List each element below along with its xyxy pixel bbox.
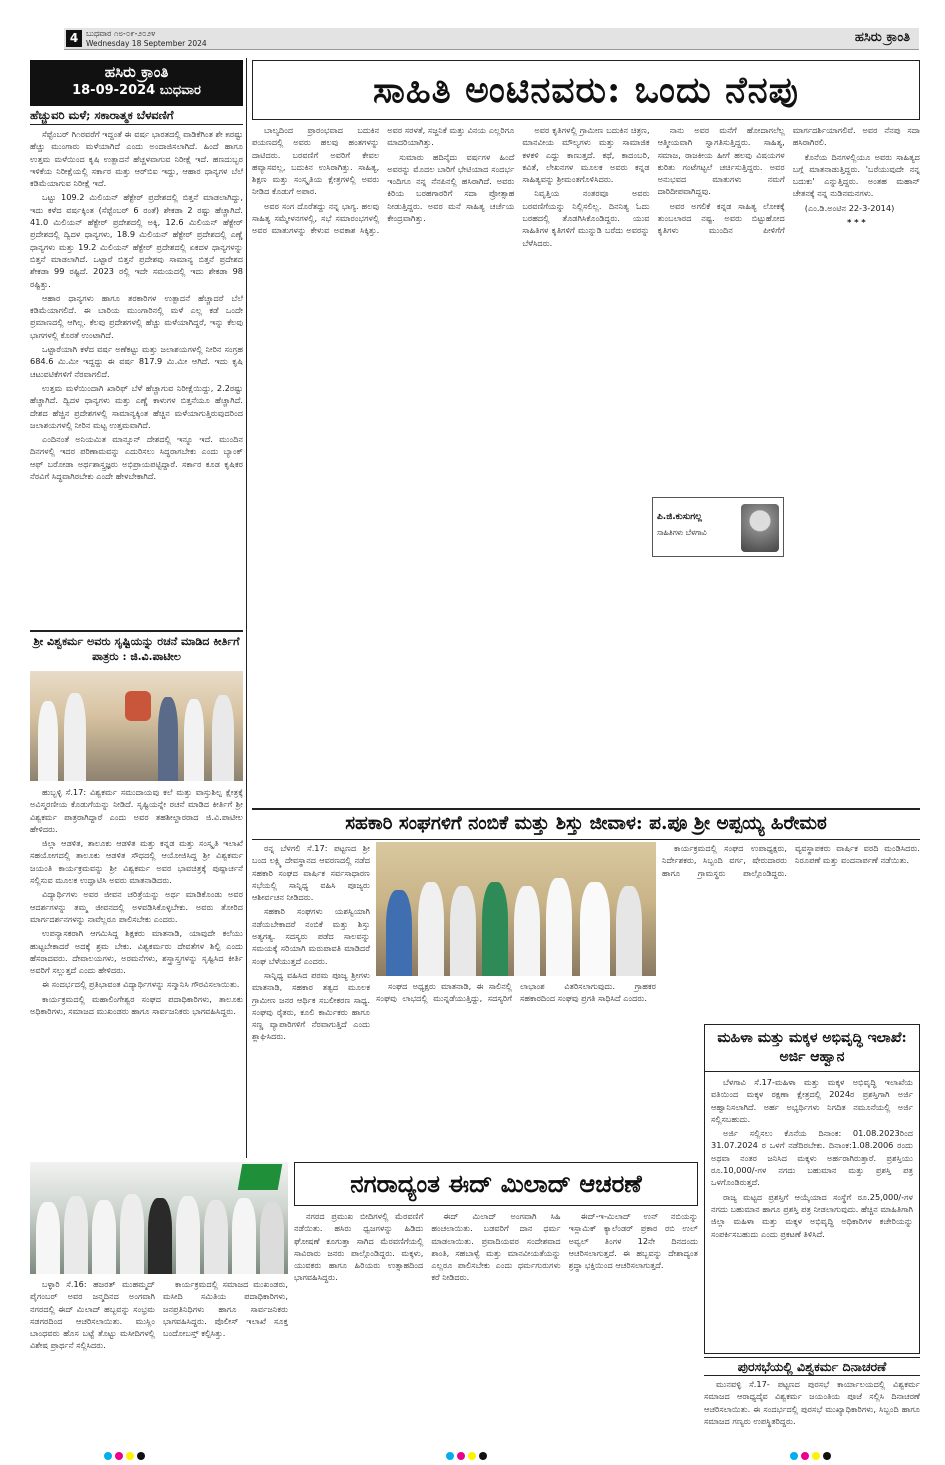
header-date-kannada: ಬುಧವಾರ ೧೮-೦೯-೨೦೨೪ (86, 29, 156, 38)
eid-body-b (294, 1210, 698, 1446)
author-role: ಸಾಹಿತಿಗಳು ಬೆಳಗಾವಿ (657, 528, 707, 537)
reg-dot-magenta (801, 1452, 809, 1460)
mahila-box (704, 1024, 920, 1354)
vishwakarma-paragraph: ಕಾರ್ಯಕ್ರಮದಲ್ಲಿ ಮಹಾಲಿಂಗೇಶ್ವರ ಸಂಘದ ಪದಾಧಿಕಾರಿಗಳು, ತಾಲೂಕು ಅಧಿಕಾರಿಗಳು, ಸಮಾಜದ ಮುಖಂಡರು ಹಾಗೂ ಸಾರ್ವಜನಿಕರು ಭಾಗವಹಿಸಿದ್ದರು. (30, 993, 243, 1017)
sahiti-headline: ಸಾಹಿತಿ ಅಂಟಿನವರು: ಒಂದು ನೆನಪು (373, 69, 799, 111)
editorial-headline: ಹೆಚ್ಚುವರಿ ಮಳೆ; ಸಕಾರಾತ್ಮಕ ಬೆಳವಣಿಗೆ (30, 108, 243, 125)
vishwakarma-paragraph: ಉಪನ್ಯಾಸಕರಾಗಿ ಆಗಮಿಸಿದ್ದ ಶಿಕ್ಷಕರು ಮಾತನಾಡಿ, ಯಾವುದೇ ಕಲೆಯು ಹುಟ್ಟಬೇಕಾದರೆ ಅದಕ್ಕೆ ಶ್ರಮ ಬೇಕು. ವಿಶ್ವಕರ್ಮರು ದೇವತೆಗಳ ಶಿಲ್ಪಿ ಎಂದು ಹೆಸರಾದವರು. ದೇವಾಲಯಗಳು, ಅರಮನೆಗಳು, ಶಸ್ತ್ರಾಸ್ತ್ರಗಳನ್ನು ಸೃಷ್ಟಿಸಿದ ಕೀರ್ತಿ ಅವರಿಗೆ ಸಲ್ಲುತ್ತದೆ ಎಂದು ಹೇಳಿದರು. (30, 928, 243, 976)
sahakari-paragraph: ಕಾರ್ಯಕ್ರಮದಲ್ಲಿ ಸಂಘದ ಉಪಾಧ್ಯಕ್ಷರು, ನಿರ್ದೇಶಕರು, ಸಿಬ್ಬಂದಿ ವರ್ಗ, ಷೇರುದಾರರು ಹಾಗೂ ಗ್ರಾಮಸ್ಥರು ಪಾಲ್ಗೊಂಡಿದ್ದರು. ವ್ಯವಸ್ಥಾಪಕರು ವಾರ್ಷಿಕ ವರದಿ ಮಂಡಿಸಿದರು. ನಿರೂಪಣೆ ಮತ್ತು ವಂದನಾರ್ಪಣೆ ನಡೆಯಿತು. (662, 843, 920, 878)
header-brand: ಹಸಿರು ಕ್ರಾಂತಿ (854, 30, 910, 45)
eid-paragraph: ಈದ್ ಮಿಲಾದ್ ಅಂಗವಾಗಿ ಸಿಹಿ ಹಂಚಲಾಯಿತು. ಬಡವರಿಗೆ ದಾನ ಧರ್ಮ ಮಾಡಲಾಯಿತು. ಪ್ರವಾದಿಯವರ ಸಂದೇಶವಾದ ಶಾಂತಿ, ಸಹಬಾಳ್ವೆ ಮತ್ತು ಮಾನವೀಯತೆಯನ್ನು ಎಲ್ಲರೂ ಪಾಲಿಸಬೇಕು ಎಂದು ಧರ್ಮಗುರುಗಳು ಕರೆ ನೀಡಿದರು. (431, 1211, 561, 1283)
author-photo (741, 504, 779, 552)
sahiti-paragraph: ಬಾಲ್ಯದಿಂದ ಪ್ರಾರಂಭವಾದ ಬದುಕಿನ ಪಯಣದಲ್ಲಿ ಅವರು ಹಲವು ಹಂತಗಳನ್ನು ದಾಟಿದರು. ಬರವಣಿಗೆ ಅವರಿಗೆ ಕೇವಲ ಹವ್ಯಾಸವಲ್ಲ, ಬದುಕಿನ ಉಸಿರಾಗಿತ್ತು. ಸಾಹಿತ್ಯ, ಶಿಕ್ಷಣ ಮತ್ತು ಸಂಸ್ಕೃತಿಯ ಕ್ಷೇತ್ರಗಳಲ್ಲಿ ಅವರು ನೀಡಿದ ಕೊಡುಗೆ ಅಪಾರ. (252, 125, 380, 197)
reg-dot-yellow (468, 1452, 476, 1460)
eid-paragraph: ನಗರದ ಪ್ರಮುಖ ಬೀದಿಗಳಲ್ಲಿ ಮೆರವಣಿಗೆ ನಡೆಯಿತು. ಹಸಿರು ಧ್ವಜಗಳನ್ನು ಹಿಡಿದು ಘೋಷಣೆ ಕೂಗುತ್ತಾ ಸಾಗಿದ ಮೆರವಣಿಗೆಯಲ್ಲಿ ಸಾವಿರಾರು ಜನರು ಪಾಲ್ಗೊಂಡಿದ್ದರು. ಮಕ್ಕಳು, ಯುವಕರು ಹಾಗೂ ಹಿರಿಯರು ಉತ್ಸಾಹದಿಂದ ಭಾಗವಹಿಸಿದ್ದರು. (294, 1211, 424, 1283)
sahiti-paragraph: (ಎಂ.ಡಿ.ಅಂಟಿನ 22-3-2014) (804, 202, 895, 213)
divider (30, 630, 243, 632)
reg-dot-magenta (457, 1452, 465, 1460)
reg-dot-yellow (126, 1452, 134, 1460)
mahila-paragraph: ಬೆಳಗಾವಿ ಸೆ.17-ಮಹಿಳಾ ಮತ್ತು ಮಕ್ಕಳ ಅಭಿವೃದ್ಧಿ ಇಲಾಖೆಯ ವತಿಯಿಂದ ಮಕ್ಕಳ ರಕ್ಷಣಾ ಕ್ಷೇತ್ರದಲ್ಲಿ 2024ರ ಪ್ರಶಸ್ತಿಗಾಗಿ ಅರ್ಜಿ ಆಹ್ವಾನಿಸಲಾಗಿದೆ. ಅರ್ಹ ಅಭ್ಯರ್ಥಿಗಳು ನಿಗದಿತ ನಮೂನೆಯಲ್ಲಿ ಅರ್ಜಿ ಸಲ್ಲಿಸಬಹುದು. (711, 1077, 913, 1124)
sahakari-paragraph: ಸಹಕಾರಿ ಸಂಘಗಳು ಯಶಸ್ವಿಯಾಗಿ ನಡೆಯಬೇಕಾದರೆ ನಂಬಿಕೆ ಮತ್ತು ಶಿಸ್ತು ಅತ್ಯಗತ್ಯ. ಸದಸ್ಯರು ಪಡೆದ ಸಾಲವನ್ನು ಸಮಯಕ್ಕೆ ಸರಿಯಾಗಿ ಮರುಪಾವತಿ ಮಾಡಿದರೆ ಸಂಘ ಬೆಳೆಯುತ್ತದೆ ಎಂದರು. (252, 906, 370, 966)
eid-paragraph: ಕಾರ್ಯಕ್ರಮದಲ್ಲಿ ಸಮಾಜದ ಮುಖಂಡರು, ಮಸೀದಿ ಸಮಿತಿಯ ಪದಾಧಿಕಾರಿಗಳು, ಜನಪ್ರತಿನಿಧಿಗಳು ಹಾಗೂ ಸಾರ್ವಜನಿಕರು ಭಾಗವಹಿಸಿದ್ದರು. ಪೊಲೀಸ್ ಇಲಾಖೆ ಸೂಕ್ತ ಬಂದೋಬಸ್ತ್ ಕಲ್ಪಿಸಿತ್ತು. (163, 1279, 288, 1339)
reg-dot-cyan (446, 1452, 454, 1460)
reg-dot-yellow (812, 1452, 820, 1460)
reg-dot-cyan (104, 1452, 112, 1460)
vishwakarma-body (30, 786, 243, 1151)
header-date-english: Wednesday 18 September 2024 (86, 39, 207, 48)
reg-dot-magenta (115, 1452, 123, 1460)
reg-dot-black (137, 1452, 145, 1460)
page-number: 4 (66, 30, 82, 47)
eid-photo (30, 1162, 288, 1274)
sahiti-paragraph: ನಾನು ಅವರ ಮನೆಗೆ ಹೋದಾಗಲೆಲ್ಲ ಆತ್ಮೀಯವಾಗಿ ಸ್ವಾಗತಿಸುತ್ತಿದ್ದರು. ಸಾಹಿತ್ಯ, ಸಮಾಜ, ರಾಜಕೀಯ ಹೀಗೆ ಹಲವು ವಿಷಯಗಳ ಕುರಿತು ಗಂಟೆಗಟ್ಟಲೆ ಚರ್ಚಿಸುತ್ತಿದ್ದರು. ಅವರ ಅನುಭವದ ಮಾತುಗಳು ನಮಗೆ ದಾರಿದೀಪವಾಗಿದ್ದವು. (657, 125, 785, 197)
editorial-paragraph: ಉತ್ತಮ ಮಳೆಯಿಂದಾಗಿ ಖಾರಿಫ್ ಬೆಳೆ ಹೆಚ್ಚಾಗುವ ನಿರೀಕ್ಷೆಯಿದ್ದು, 2.2ರಷ್ಟು ಹೆಚ್ಚಾಗಿದೆ. ದ್ವಿದಳ ಧಾನ್ಯಗಳು ಮತ್ತು ಎಣ್ಣೆ ಕಾಳುಗಳ ಬಿತ್ತನೆಯೂ ಹೆಚ್ಚಾಗಿದೆ. ದೇಶದ ಹೆಚ್ಚಿನ ಪ್ರದೇಶಗಳಲ್ಲಿ ಸಾಮಾನ್ಯಕ್ಕಿಂತ ಹೆಚ್ಚಿನ ಮಳೆಯಾಗುತ್ತಿರುವುದರಿಂದ ಜಲಾಶಯಗಳಲ್ಲಿ ನೀರಿನ ಮಟ್ಟ ಉತ್ತಮವಾಗಿದೆ. (30, 382, 243, 430)
vishwakarma-headline: ಶ್ರೀ ವಿಶ್ವಕರ್ಮ ಅವರು ಸೃಷ್ಟಿಯನ್ನು ರಚನೆ ಮಾಡಿದ ಕೀರ್ತಿಗೆ ಪಾತ್ರರು : ಜಿ.ವಿ.ಪಾಟೀಲ (33, 635, 240, 663)
vishwakarma-paragraph: ಜಿಲ್ಲಾ ಆಡಳಿತ, ತಾಲೂಕು ಆಡಳಿತ ಮತ್ತು ಕನ್ನಡ ಮತ್ತು ಸಂಸ್ಕೃತಿ ಇಲಾಖೆ ಸಹಯೋಗದಲ್ಲಿ ತಾಲೂಕು ಆಡಳಿತ ಸೌಧದಲ್ಲಿ ಆಯೋಜಿಸಿದ್ದ ಶ್ರೀ ವಿಶ್ವಕರ್ಮ ಜಯಂತಿ ಕಾರ್ಯಕ್ರಮವನ್ನು ಶ್ರೀ ವಿಶ್ವಕರ್ಮ ಅವರ ಭಾವಚಿತ್ರಕ್ಕೆ ಪುಷ್ಪಾರ್ಚನೆ ಸಲ್ಲಿಸುವ ಮೂಲಕ ಉದ್ಘಾಟಿಸಿ ಅವರು ಮಾತನಾಡಿದರು. (30, 838, 243, 886)
sahiti-headline-box (252, 60, 920, 120)
sahiti-paragraph: ಅವರ ಅಗಲಿಕೆ ಕನ್ನಡ ಸಾಹಿತ್ಯ ಲೋಕಕ್ಕೆ ತುಂಬಲಾರದ ನಷ್ಟ. ಅವರು ಬಿಟ್ಟುಹೋದ ಕೃತಿಗಳು ಮುಂದಿನ ಪೀಳಿಗೆಗೆ ಮಾರ್ಗದರ್ಶಿಯಾಗಲಿವೆ. ಅವರ ನೆನಪು ಸದಾ ಹಸಿರಾಗಿರಲಿ. (657, 125, 920, 236)
purasabhe-paragraph: ಮುನವಳ್ಳಿ ಸೆ.17- ಪಟ್ಟಣದ ಪುರಸಭೆ ಕಾರ್ಯಾಲಯದಲ್ಲಿ ವಿಶ್ವಕರ್ಮ ಸಮಾಜದ ಆರಾಧ್ಯದೈವ ವಿಶ್ವಕರ್ಮ ಜಯಂತಿಯ ಪೂಜೆ ಸಲ್ಲಿಸಿ ದಿನಾಚರಣೆ ಆಚರಿಸಲಾಯಿತು. ಈ ಸಂದರ್ಭದಲ್ಲಿ ಪುರಸಭೆ ಮುಖ್ಯಾಧಿಕಾರಿಗಳು, ಸಿಬ್ಬಂದಿ ಹಾಗೂ ಸಮಾಜದ ಗಣ್ಯರು ಉಪಸ್ಥಿತರಿದ್ದರು. (704, 1379, 920, 1426)
sahakari-body-b (376, 980, 656, 1145)
sahakari-body-c (662, 842, 920, 1022)
vishwakarma-paragraph: ಈ ಸಂದರ್ಭದಲ್ಲಿ ಪ್ರತಿಭಾವಂತ ವಿದ್ಯಾರ್ಥಿಗಳನ್ನು ಸನ್ಮಾನಿಸಿ ಗೌರವಿಸಲಾಯಿತು. (42, 979, 240, 990)
sahiti-end-mark: * * * (847, 217, 866, 228)
sahakari-paragraph: ಸಂಘದ ಅಧ್ಯಕ್ಷರು ಮಾತನಾಡಿ, ಈ ಸಾಲಿನಲ್ಲಿ ಸಂಘವು ಲಾಭದಲ್ಲಿ ಮುನ್ನಡೆಯುತ್ತಿದ್ದು, ಸದಸ್ಯರಿಗೆ ಲಾಭಾಂಶ ವಿತರಿಸಲಾಗುವುದು. ಗ್ರಾಹಕರ ಸಹಕಾರದಿಂದ ಸಂಘವು ಪ್ರಗತಿ ಸಾಧಿಸಿದೆ ಎಂದರು. (376, 981, 656, 1004)
column-divider (246, 58, 247, 1158)
sahiti-paragraph: ಅವರ ಸಂಗ ದೊರೆತದ್ದು ನನ್ನ ಭಾಗ್ಯ. ಹಲವು ಸಾಹಿತ್ಯ ಸಮ್ಮೇಳನಗಳಲ್ಲಿ, ಸಭೆ ಸಮಾರಂಭಗಳಲ್ಲಿ ಅವರ ಮಾತುಗಳನ್ನು ಕೇಳುವ ಅವಕಾಶ ಸಿಕ್ಕಿತ್ತು. ಅವರ ಸರಳತೆ, ಸಜ್ಜನಿಕೆ ಮತ್ತು ವಿನಯ ಎಲ್ಲರಿಗೂ ಮಾದರಿಯಾಗಿತ್ತು. (252, 125, 515, 236)
vishwakarma-photo (30, 671, 243, 781)
mahila-headline: ಮಹಿಳಾ ಮತ್ತು ಮಕ್ಕಳ ಅಭಿವೃದ್ಧಿ ಇಲಾಖೆ: ಅರ್ಜಿ ಆಹ್ವಾನ (705, 1025, 919, 1072)
mahila-paragraph: ರಾಜ್ಯ ಮಟ್ಟದ ಪ್ರಶಸ್ತಿಗೆ ಆಯ್ಕೆಯಾದ ಸಂಸ್ಥೆಗೆ ರೂ.25,000/-ಗಳ ನಗದು ಬಹುಮಾನ ಹಾಗೂ ಪ್ರಶಸ್ತಿ ಪತ್ರ ನೀಡಲಾಗುವುದು. ಹೆಚ್ಚಿನ ಮಾಹಿತಿಗಾಗಿ ಜಿಲ್ಲಾ ಮಹಿಳಾ ಮತ್ತು ಮಕ್ಕಳ ಅಭಿವೃದ್ಧಿ ಅಧಿಕಾರಿಗಳ ಕಚೇರಿಯನ್ನು ಸಂಪರ್ಕಿಸಬಹುದು ಎಂದು ಪ್ರಕಟಣೆ ತಿಳಿಸಿದೆ. (711, 1191, 913, 1239)
masthead (30, 60, 243, 106)
mahila-body (705, 1072, 919, 1357)
eid-body-a (30, 1278, 288, 1446)
eid-paragraph: ಈದ್-ಇ-ಮಿಲಾದ್ ಉನ್ ನಬಿಯನ್ನು ಇಸ್ಲಾಮಿಕ್ ಕ್ಯಾಲೆಂಡರ್ ಪ್ರಕಾರ ರಬಿ ಉಲ್ ಅವ್ವಲ್ ತಿಂಗಳ 12ನೇ ದಿನದಂದು ಆಚರಿಸಲಾಗುತ್ತದೆ. ಈ ಹಬ್ಬವನ್ನು ದೇಶಾದ್ಯಂತ ಶ್ರದ್ಧಾ ಭಕ್ತಿಯಿಂದ ಆಚರಿಸಲಾಗುತ್ತದೆ. (568, 1211, 698, 1271)
divider (252, 808, 920, 810)
purasabhe-headline: ಪುರಸಭೆಯಲ್ಲಿ ವಿಶ್ವಕರ್ಮ ದಿನಾಚರಣೆ (704, 1357, 920, 1376)
sahiti-paragraph: ಕೊನೆಯ ದಿನಗಳಲ್ಲಿಯೂ ಅವರು ಸಾಹಿತ್ಯದ ಬಗ್ಗೆ ಮಾತನಾಡುತ್ತಿದ್ದರು. 'ಬರೆಯುವುದೇ ನನ್ನ ಬದುಕು' ಎನ್ನುತ್ತಿದ್ದರು. ಅಂತಹ ಮಹಾನ್ ಚೇತನಕ್ಕೆ ನನ್ನ ನುಡಿನಮನಗಳು. (792, 151, 920, 199)
mahila-paragraph: ಅರ್ಜಿ ಸಲ್ಲಿಸಲು ಕೊನೆಯ ದಿನಾಂಕ: 01.08.2023ರಿಂದ 31.07.2024 ರ ಒಳಗೆ ನಡೆದಿರಬೇಕು. ದಿನಾಂಕ:1.08.2006 ರಂದು ಅಥವಾ ನಂತರ ಜನಿಸಿದ ಮಕ್ಕಳು ಅರ್ಹರಾಗಿರುತ್ತಾರೆ. ಪ್ರಶಸ್ತಿಯು ರೂ.10,000/-ಗಳ ನಗದು ಬಹುಮಾನ ಮತ್ತು ಪ್ರಶಸ್ತಿ ಪತ್ರ ಒಳಗೊಂಡಿರುತ್ತದೆ. (711, 1128, 913, 1188)
vishwakarma-paragraph: ವಿದ್ಯಾರ್ಥಿಗಳು ಅವರ ಜೀವನ ಚರಿತ್ರೆಯನ್ನು ಅರ್ಥ ಮಾಡಿಕೊಂಡು ಅವರ ಆದರ್ಶಗಳನ್ನು ತಮ್ಮ ಜೀವನದಲ್ಲಿ ಅಳವಡಿಸಿಕೊಳ್ಳಬೇಕು. ಅವರು ತೋರಿದ ಮಾರ್ಗದರ್ಶನಗಳನ್ನು ನಾವೆಲ್ಲರೂ ಪಾಲಿಸಬೇಕು ಎಂದರು. (30, 889, 243, 924)
registration-marks-left (104, 1452, 145, 1460)
editorial-paragraph: ಎಂದಿನಂತೆ ಅನಿಯಮಿತ ಮಾನ್ಸೂನ್ ದೇಶದಲ್ಲಿ ಇನ್ನೂ ಇದೆ. ಮುಂದಿನ ದಿನಗಳಲ್ಲಿ ಇದರ ಪರಿಣಾಮವನ್ನು ಎದುರಿಸಲು ಸಿದ್ಧರಾಗಬೇಕು ಎಂದು ಬ್ಯಾಂಕ್ ಆಫ್ ಬರೋಡಾ ಅರ್ಥಶಾಸ್ತ್ರಜ್ಞರು ಅಭಿಪ್ರಾಯಪಟ್ಟಿದ್ದಾರೆ. ಸರ್ಕಾರ ಕೂಡ ಕೃಷಿಕರ ನೆರವಿಗೆ ಸಿದ್ಧವಾಗಿರಬೇಕು ಎಂದೇ ಹೇಳಬೇಕಾಗಿದೆ. (30, 434, 243, 482)
masthead-name: ಹಸಿರು ಕ್ರಾಂತಿ (104, 63, 169, 81)
author-name: ಪಿ.ಜಿ.ಕುಸುಗಲ್ಲ (657, 512, 702, 522)
sahiti-body (252, 124, 920, 804)
editorial-paragraph: ಸೆಪ್ಟೆಂಬರ್ ಗಿ೧ರವರೆಗೆ ಇದ್ದಂತೆ ಈ ವರ್ಷ ಭಾರತದಲ್ಲಿ ವಾಡಿಕೆಗಿಂತ ಶೇ ೫ರಷ್ಟು ಹೆಚ್ಚು ಮುಂಗಾರು ಮಳೆಯಾಗಿದೆ ಎಂದು ಅಂದಾಜಿಸಲಾಗಿದೆ. ಹಿಂದೆ ಹಾಗೂ ಉತ್ತಮ ಮಳೆಯಿಂದ ಕೃಷಿ ಉತ್ಪಾದನೆ ಹೆಚ್ಚಳವಾಗುವ ನಿರೀಕ್ಷೆ ಇದೆ. ಹಣದುಬ್ಬರ ಇಳಿಕೆಯ ನಿರೀಕ್ಷೆಯಲ್ಲಿ ಸರ್ಕಾರ ಮತ್ತು ಆರ್‌ಬಿಐ ಇದ್ದು, ಆಹಾರ ಧಾನ್ಯಗಳ ಬೆಲೆ ಕಡಿಮೆಯಾಗುವ ನಿರೀಕ್ಷೆ ಇದೆ. (30, 129, 243, 189)
sahakari-paragraph: ರನ್ನ ಬೆಳಗಲಿ ಸೆ.17: ಪಟ್ಟಣದ ಶ್ರೀ ಬಂದ ಲಕ್ಷ್ಮಿ ದೇವಸ್ಥಾನದ ಆವರಣದಲ್ಲಿ ನಡೆದ ಸಹಕಾರಿ ಸಂಘದ ವಾರ್ಷಿಕ ಸರ್ವಸಾಧಾರಣ ಸಭೆಯಲ್ಲಿ ಸಾನ್ನಿಧ್ಯ ವಹಿಸಿ ಪೂಜ್ಯರು ಆಶೀರ್ವಚನ ನೀಡಿದರು. (252, 843, 370, 903)
sahakari-paragraph: ಸಾನ್ನಿಧ್ಯ ವಹಿಸಿದ ಪರಮ ಪೂಜ್ಯ ಶ್ರೀಗಳು ಮಾತನಾಡಿ, ಸಹಕಾರ ತತ್ವದ ಮೂಲಕ ಗ್ರಾಮೀಣ ಜನರ ಆರ್ಥಿಕ ಸಬಲೀಕರಣ ಸಾಧ್ಯ. ಸಂಘವು ರೈತರು, ಕೂಲಿ ಕಾರ್ಮಿಕರು ಹಾಗೂ ಸಣ್ಣ ವ್ಯಾಪಾರಿಗಳಿಗೆ ನೆರವಾಗುತ್ತಿದೆ ಎಂದು ಶ್ಲಾಘಿಸಿದರು. (252, 969, 370, 1042)
sahakari-photo (376, 842, 656, 976)
sahiti-paragraph: ಸುಮಾರು ಹದಿನೈದು ವರ್ಷಗಳ ಹಿಂದೆ ಅವರನ್ನು ಮೊದಲ ಬಾರಿಗೆ ಭೇಟಿಯಾದ ಸಂದರ್ಭ ಇಂದಿಗೂ ನನ್ನ ನೆನಪಿನಲ್ಲಿ ಹಸಿರಾಗಿದೆ. ಅವರು ಕಿರಿಯ ಬರಹಗಾರರಿಗೆ ಸದಾ ಪ್ರೋತ್ಸಾಹ ನೀಡುತ್ತಿದ್ದರು. ಅವರ ಮನೆ ಸಾಹಿತ್ಯ ಚರ್ಚೆಯ ಕೇಂದ್ರವಾಗಿತ್ತು. (387, 151, 515, 224)
editorial-paragraph: ಒಟ್ಟು 109.2 ಮಿಲಿಯನ್ ಹೆಕ್ಟೇರ್ ಪ್ರದೇಶದಲ್ಲಿ ಬಿತ್ತನೆ ಮಾಡಲಾಗಿದ್ದು, ಇದು ಕಳೆದ ವರ್ಷಕ್ಕಿಂತ (ಸೆಪ್ಟೆಂಬರ್ 6 ರಂತೆ) ಶೇಕಡಾ 2 ರಷ್ಟು ಹೆಚ್ಚಾಗಿದೆ. 41.0 ಮಿಲಿಯನ್ ಹೆಕ್ಟೇರ್ ಪ್ರದೇಶದಲ್ಲಿ ಅಕ್ಕಿ, 12.6 ಮಿಲಿಯನ್ ಹೆಕ್ಟೇರ್ ಪ್ರದೇಶದಲ್ಲಿ ದ್ವಿದಳ ಧಾನ್ಯಗಳು, 18.9 ಮಿಲಿಯನ್ ಹೆಕ್ಟೇರ್ ಪ್ರದೇಶದಲ್ಲಿ ಎಣ್ಣೆ ಧಾನ್ಯಗಳು ಮತ್ತು 19.2 ಮಿಲಿಯನ್ ಹೆಕ್ಟೇರ್ ಪ್ರದೇಶದಲ್ಲಿ ಏಕದಳ ಧಾನ್ಯಗಳನ್ನು ಬಿತ್ತನೆ ಮಾಡಲಾಗಿದೆ. ಒಟ್ಟಾರೆ ಬಿತ್ತನೆ ಪ್ರದೇಶವು ಸಾಮಾನ್ಯ ಬಿತ್ತನೆ ಪ್ರದೇಶದ ಶೇಕಡಾ 99 ರಷ್ಟಿದೆ. 2023 ರಲ್ಲಿ ಇದೇ ಸಮಯದಲ್ಲಿ ಇದು ಶೇಕಡಾ 98 ರಷ್ಟಿತ್ತು. (30, 192, 243, 289)
purasabhe-body (704, 1378, 920, 1450)
sahakari-headline: ಸಹಕಾರಿ ಸಂಘಗಳಿಗೆ ನಂಬಿಕೆ ಮತ್ತು ಶಿಸ್ತು ಜೀವಾಳ: ಪ.ಪೂ ಶ್ರೀ ಅಪ್ಪಯ್ಯ ಹಿರೇಮಠ (252, 812, 920, 840)
registration-marks-right (790, 1452, 831, 1460)
reg-dot-black (823, 1452, 831, 1460)
sahiti-paragraph: ನಿವೃತ್ತಿಯ ನಂತರವೂ ಅವರು ಬರವಣಿಗೆಯನ್ನು ನಿಲ್ಲಿಸಲಿಲ್ಲ. ದಿನನಿತ್ಯ ಓದು ಬರಹದಲ್ಲಿ ತೊಡಗಿಸಿಕೊಂಡಿದ್ದರು. ಯುವ ಸಾಹಿತಿಗಳ ಕೃತಿಗಳಿಗೆ ಮುನ್ನುಡಿ ಬರೆದು ಅವರನ್ನು ಬೆಳೆಸಿದರು. (522, 188, 650, 248)
vishwakarma-paragraph: ಹುಬ್ಬಳ್ಳಿ ಸೆ.17: ವಿಶ್ವಕರ್ಮ ಸಮುದಾಯವು ಕಲೆ ಮತ್ತು ವಾಸ್ತುಶಿಲ್ಪ ಕ್ಷೇತ್ರಕ್ಕೆ ಅವಿಸ್ಮರಣೀಯ ಕೊಡುಗೆಯನ್ನು ನೀಡಿದೆ. ಸೃಷ್ಟಿಯನ್ನೇ ರಚನೆ ಮಾಡಿದ ಕೀರ್ತಿಗೆ ಶ್ರೀ ವಿಶ್ವಕರ್ಮ ಪಾತ್ರರಾಗಿದ್ದಾರೆ ಎಂದು ಅವರ ತಹಶೀಲ್ದಾರರಾದ ಜಿ.ವಿ.ಪಾಟೀಲ ಹೇಳಿದರು. (30, 787, 243, 834)
sahiti-paragraph: ಅವರ ಕೃತಿಗಳಲ್ಲಿ ಗ್ರಾಮೀಣ ಬದುಕಿನ ಚಿತ್ರಣ, ಮಾನವೀಯ ಮೌಲ್ಯಗಳು ಮತ್ತು ಸಾಮಾಜಿಕ ಕಳಕಳಿ ಎದ್ದು ಕಾಣುತ್ತದೆ. ಕಥೆ, ಕಾದಂಬರಿ, ಕವಿತೆ, ಲೇಖನಗಳ ಮೂಲಕ ಅವರು ಕನ್ನಡ ಸಾಹಿತ್ಯವನ್ನು ಶ್ರೀಮಂತಗೊಳಿಸಿದರು. (522, 125, 650, 185)
eid-paragraph: ಬಳ್ಳಾರಿ ಸೆ.16: ಹಜರತ್ ಮುಹಮ್ಮದ್ ಪೈಗಂಬರ್ ಅವರ ಜನ್ಮದಿನದ ಅಂಗವಾಗಿ ನಗರದಲ್ಲಿ ಈದ್ ಮಿಲಾದ್ ಹಬ್ಬವನ್ನು ಸಂಭ್ರಮ ಸಡಗರದಿಂದ ಆಚರಿಸಲಾಯಿತು. ಮುಸ್ಲಿಂ ಬಾಂಧವರು ಹೊಸ ಬಟ್ಟೆ ತೊಟ್ಟು ಮಸೀದಿಗಳಲ್ಲಿ ವಿಶೇಷ ಪ್ರಾರ್ಥನೆ ಸಲ್ಲಿಸಿದರು. (30, 1279, 155, 1351)
editorial-body (30, 128, 243, 628)
reg-dot-black (479, 1452, 487, 1460)
author-box (652, 497, 784, 557)
editorial-paragraph: ಒಟ್ಟಾರೆಯಾಗಿ ಕಳೆದ ವರ್ಷ ಅಣೆಕಟ್ಟು ಮತ್ತು ಜಲಾಶಯಗಳಲ್ಲಿ ನೀರಿನ ಸಂಗ್ರಹ 684.6 ಮಿ.ಮೀ ಇದ್ದದ್ದು ಈ ವರ್ಷ 817.9 ಮಿ.ಮೀ ಆಗಿದೆ. ಇದು ಕೃಷಿ ಚಟುವಟಿಕೆಗಳಿಗೆ ನೆರವಾಗಲಿದೆ. (30, 344, 243, 379)
eid-headline: ನಗರಾದ್ಯಂತ ಈದ್ ಮಿಲಾದ್ ಆಚರಣೆ (350, 1169, 642, 1198)
editorial-paragraph: ಆಹಾರ ಧಾನ್ಯಗಳು ಹಾಗೂ ತರಕಾರಿಗಳ ಉತ್ಪಾದನೆ ಹೆಚ್ಚಾದರೆ ಬೆಲೆ ಕಡಿಮೆಯಾಗಲಿದೆ. ಈ ಬಾರಿಯ ಮುಂಗಾರಿನಲ್ಲಿ ಮಳೆ ಎಲ್ಲ ಕಡೆ ಒಂದೇ ಪ್ರಮಾಣದಲ್ಲಿ ಆಗಿಲ್ಲ. ಕೆಲವು ಪ್ರದೇಶಗಳಲ್ಲಿ ಹೆಚ್ಚು ಮಳೆಯಾಗಿದ್ದರೆ, ಇನ್ನು ಕೆಲವು ಭಾಗಗಳಲ್ಲಿ ಕೊರತೆ ಉಂಟಾಗಿದೆ. (30, 292, 243, 340)
masthead-date: 18-09-2024 ಬುಧವಾರ (72, 83, 201, 98)
sahakari-body-a (252, 842, 370, 1142)
eid-headline-box (294, 1162, 698, 1206)
registration-marks-center (446, 1452, 487, 1460)
reg-dot-cyan (790, 1452, 798, 1460)
